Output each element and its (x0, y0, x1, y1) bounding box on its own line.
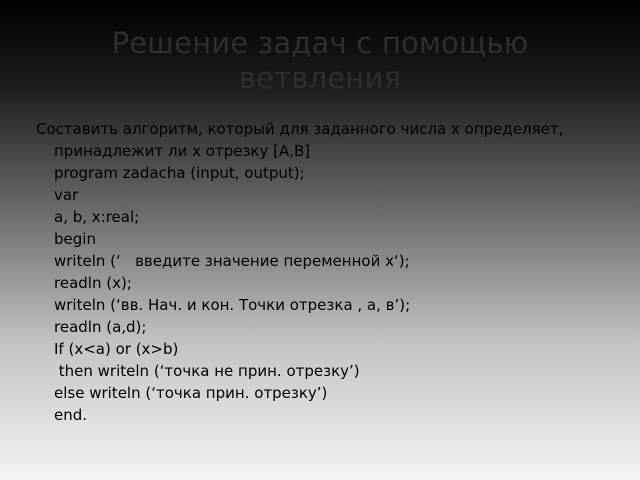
code-line: else writeln (‘точка прин. отрезку’) (54, 384, 328, 402)
code-line: writeln (‘ введите значение переменной х‘); (54, 252, 410, 270)
code-line: program zadacha (input, output); (54, 164, 305, 182)
slide-body (36, 118, 616, 426)
task-statement: Составить алгоритм, который для заданного числа х определяет, принадлежит ли х отрезку [A,B] (36, 120, 564, 160)
code-line: a, b, x:real; (54, 208, 140, 226)
code-line: readln (a,d); (54, 318, 147, 336)
code-line: writeln (‘вв. Нач. и кон. Точки отрезка , а, в’); (54, 296, 411, 314)
code-line: then writeln (‘точка не прин. отрезку’) (54, 362, 360, 380)
code-line: readln (x); (54, 274, 132, 292)
code-line: var (54, 186, 79, 204)
code-line: If (x<a) or (x>b) (54, 340, 179, 358)
code-line: end. (54, 406, 88, 424)
program-code (36, 162, 616, 426)
code-line: begin (54, 230, 96, 248)
slide-title (40, 26, 600, 96)
slide-title-line-2: ветвления (238, 61, 402, 95)
slide-title-line-1: Решение задач с помощью (111, 26, 529, 60)
